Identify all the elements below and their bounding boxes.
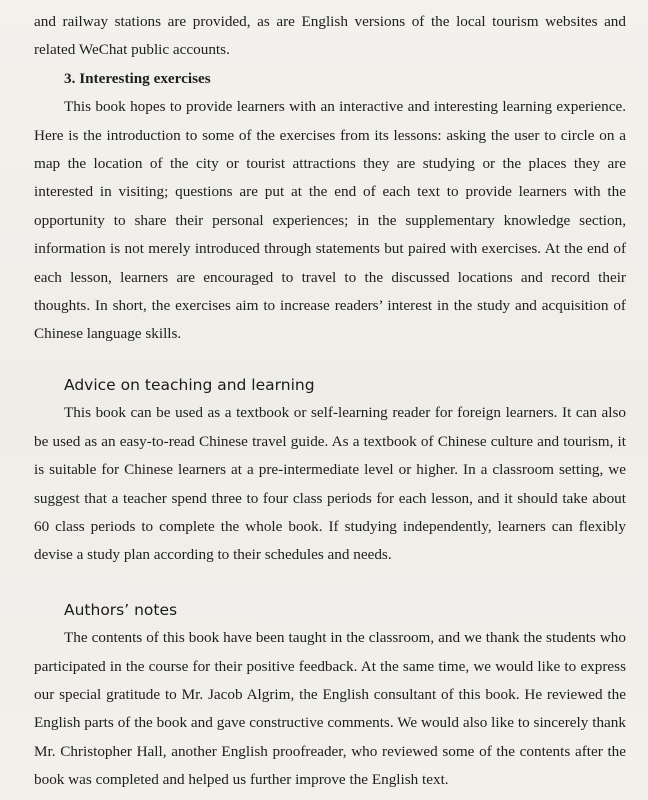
- exercises-heading: 3. Interesting exercises: [64, 69, 211, 87]
- page-content: [34, 8, 626, 795]
- authors-notes-paragraph: The contents of this book have been taught in the classroom, and we thank the students who participated in the course for their positive feedback. At the same time, we would like to express our special gratitude to Mr. Jacob Algrim, the English consultant of this book. He reviewed the English parts of the book and gave constructive comments. We would also like to sincerely thank Mr. Christopher Hall, another English proofreader, who reviewed some of the contents after the book was completed and helped us further improve the English text.: [34, 629, 626, 789]
- advice-section-title: Advice on teaching and learning: [64, 375, 315, 394]
- section-spacer: [34, 570, 626, 596]
- authors-notes-section-title: Authors’ notes: [64, 600, 178, 619]
- section-spacer: [34, 349, 626, 371]
- advice-paragraph: This book can be used as a textbook or self-learning reader for foreign learners. It can also be used as an easy-to-read Chinese travel guide. As a textbook of Chinese culture and tourism, it is suitable for Chinese learners at a pre-intermediate level or higher. In a classroom setting, we suggest that a teacher spend three to four class periods for each lesson, and it should take about 60 class periods to complete the whole book. If studying independently, learners can flexibly devise a study plan according to their schedules and needs.: [34, 404, 626, 564]
- exercises-paragraph: This book hopes to provide learners with an interactive and interesting learning experience. Here is the introduction to some of the exercises from its lessons: asking the user to circle on a map the location of the city or tourist attractions they are studying or the places they are interested in visiting; questions are put at the end of each text to provide learners with the opportunity to share their personal experiences; in the supplementary knowledge section, information is not merely introduced through statements but paired with exercises. At the end of each lesson, learners are encouraged to travel to the discussed locations and record their thoughts. In short, the exercises aim to increase readers’ interest in the study and acquisition of Chinese language skills.: [34, 98, 626, 343]
- intro-continuation-paragraph: and railway stations are provided, as are English versions of the local tourism websites and related WeChat public accounts.: [34, 13, 626, 59]
